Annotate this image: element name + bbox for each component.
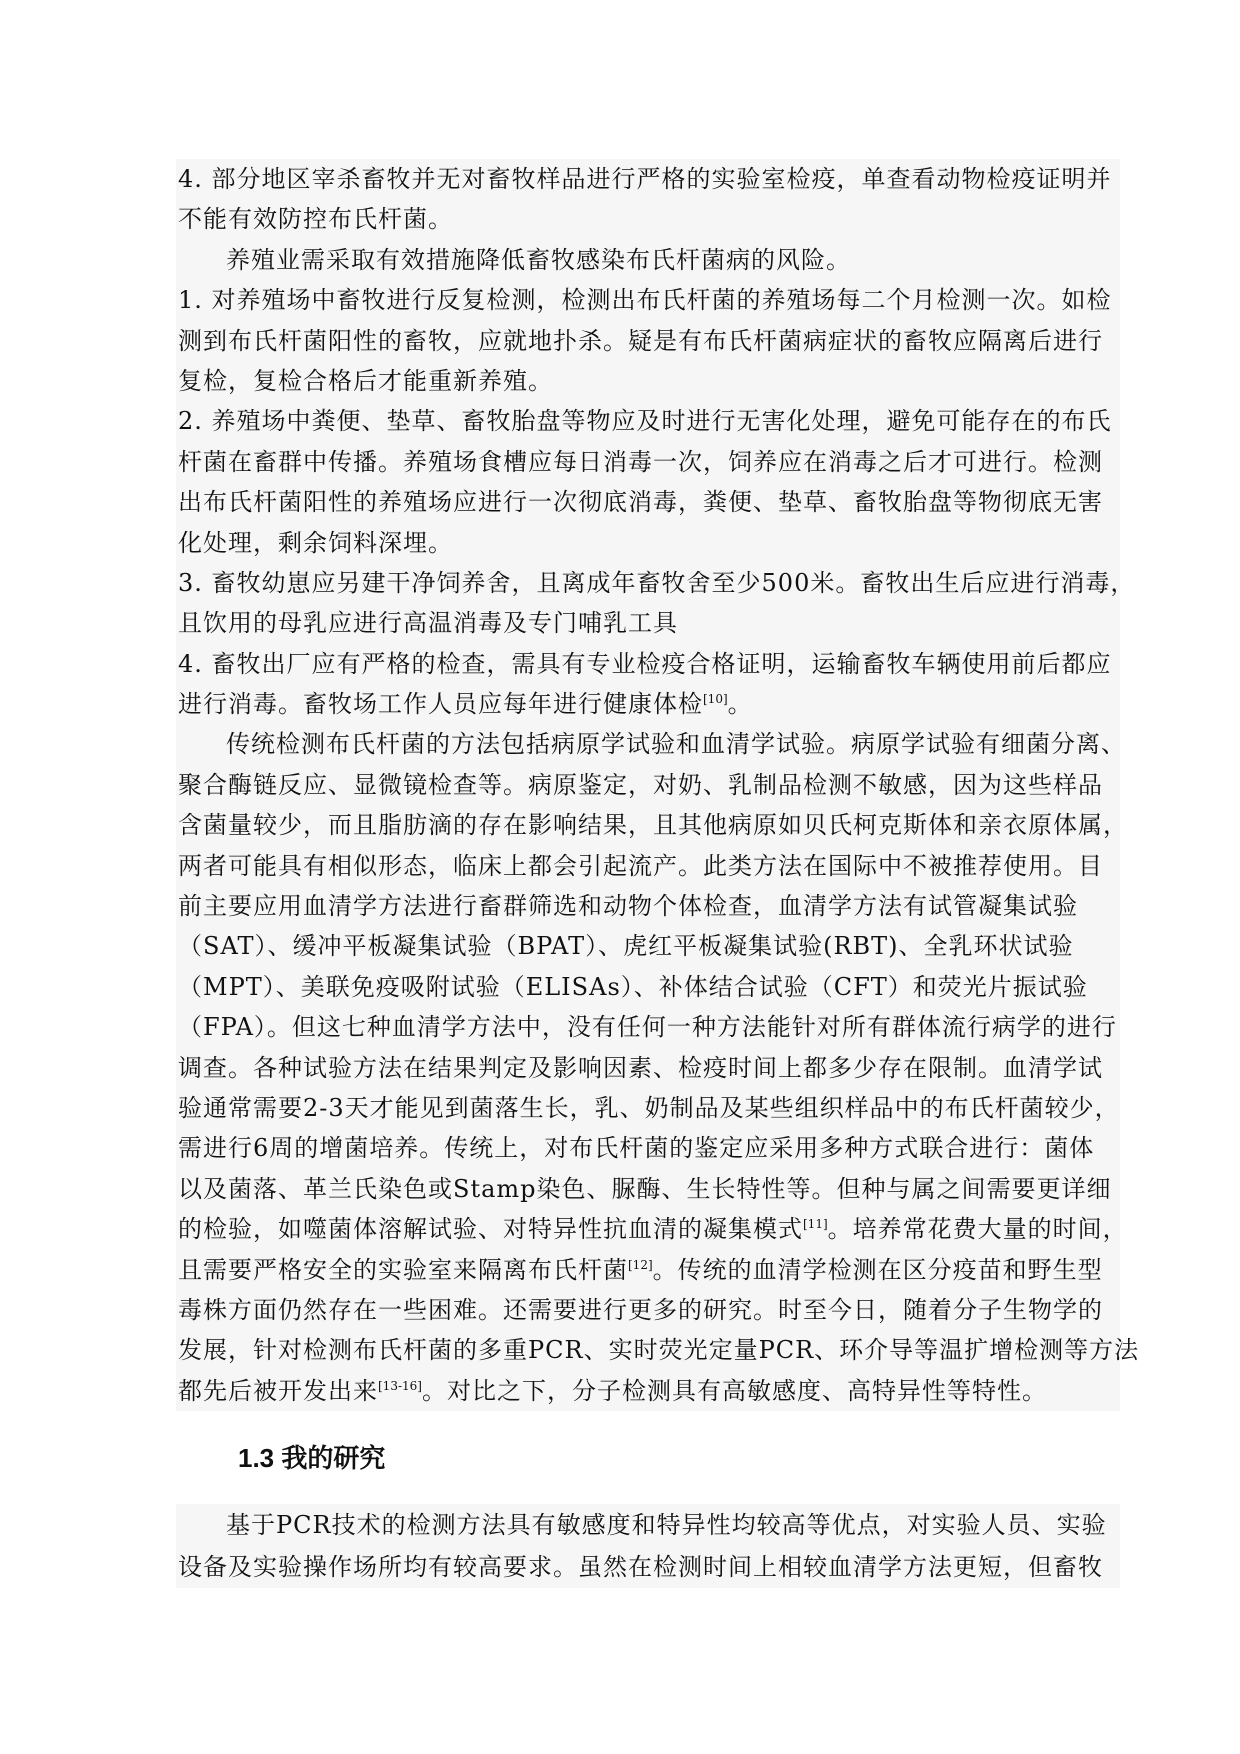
- line-text: 的检验，如噬菌体溶解试验、对特异性抗血清的凝集模式: [178, 1215, 803, 1244]
- text-line: [176, 401, 1120, 441]
- text-line: [176, 1250, 1120, 1290]
- citation-superscript[interactable]: [13-16]: [378, 1378, 422, 1393]
- text-line: [176, 199, 1120, 239]
- text-line: [176, 1330, 1140, 1370]
- line-text: 基于PCR技术的检测方法具有敏感度和特异性均较高等优点，对实验人员、实验: [226, 1511, 1107, 1539]
- text-line: [176, 1007, 1120, 1047]
- text-line: [176, 280, 1120, 320]
- text-line: [176, 805, 1128, 845]
- citation-superscript[interactable]: [11]: [803, 1217, 828, 1232]
- text-line: [176, 886, 1120, 926]
- text-line: [176, 563, 1136, 603]
- text-line: [176, 523, 1120, 563]
- text-line: [176, 967, 1120, 1007]
- line-text-continued: 。: [727, 690, 753, 719]
- line-text: 复检，复检合格后才能重新养殖。: [178, 366, 553, 395]
- line-text: 且饮用的母乳应进行高温消毒及专门哺乳工具: [178, 609, 678, 638]
- citation-superscript[interactable]: [10]: [703, 692, 728, 707]
- line-text-continued: 。培养常花费大量的时间，: [827, 1215, 1128, 1244]
- line-text-continued: 。对比之下，分子检测具有高敏感度、高特异性等特性。: [421, 1376, 1047, 1405]
- text-line: [176, 1209, 1128, 1249]
- line-text: 不能有效防控布氏杆菌。: [178, 205, 453, 234]
- line-text: 3. 畜牧幼崽应另建干净饲养舍，且离成年畜牧舍至少500米。畜牧出生后应进行消毒，: [178, 568, 1136, 597]
- line-text: 发展，针对检测布氏杆菌的多重PCR、实时荧光定量PCR、环介导等温扩增检测等方法: [178, 1336, 1140, 1365]
- line-text: 养殖业需采取有效措施降低畜牧感染布氏杆菌病的风险。: [226, 245, 851, 274]
- text-line: [176, 603, 1120, 643]
- line-text: （SAT）、缓冲平板凝集试验（BPAT）、虎红平板凝集试验(RBT)、全乳环状试验: [178, 932, 1074, 961]
- line-text: 4. 畜牧出厂应有严格的检查，需具有专业检疫合格证明，运输畜牧车辆使用前后都应: [178, 649, 1112, 678]
- line-text: 杆菌在畜群中传播。养殖场食槽应每日消毒一次，饲养应在消毒之后才可进行。检测: [178, 447, 1103, 476]
- body-text-block: [176, 159, 1140, 1411]
- line-text: 4. 部分地区宰杀畜牧并无对畜牧样品进行严格的实验室检疫，单查看动物检疫证明并: [178, 165, 1112, 193]
- text-line: [176, 926, 1120, 966]
- text-line: [176, 684, 1120, 724]
- section-heading: 1.3 我的研究: [238, 1443, 386, 1473]
- line-text: 毒株方面仍然存在一些困难。还需要进行更多的研究。时至今日，随着分子生物学的: [178, 1295, 1103, 1324]
- line-text-continued: 。传统的血清学检测在区分疫苗和野生型: [652, 1255, 1103, 1284]
- line-text: 2. 养殖场中粪便、垫草、畜牧胎盘等物应及时进行无害化处理，避免可能存在的布氏: [178, 407, 1112, 436]
- line-text: 需进行6周的增菌培养。传统上，对布氏杆菌的鉴定应采用多种方式联合进行：菌体: [178, 1134, 1095, 1163]
- line-text: 以及菌落、革兰氏染色或Stamp染色、脲酶、生长特性等。但种与属之间需要更详细: [178, 1174, 1112, 1203]
- citation-superscript[interactable]: [12]: [628, 1257, 653, 1272]
- line-text: （MPT）、美联免疫吸附试验（ELISAs）、补体结合试验（CFT）和荧光片振试验: [178, 972, 1088, 1001]
- text-line: [176, 1546, 1120, 1588]
- text-line: [176, 321, 1120, 361]
- text-line: [176, 765, 1120, 805]
- text-line: [176, 846, 1120, 886]
- text-line: [176, 240, 1120, 280]
- line-text: 前主要应用血清学方法进行畜群筛选和动物个体检查，血清学方法有试管凝集试验: [178, 892, 1078, 921]
- text-line: [176, 1371, 1120, 1411]
- line-text: 含菌量较少，而且脂肪滴的存在影响结果，且其他病原如贝氏柯克斯体和亲衣原体属，: [178, 811, 1128, 840]
- text-line: [176, 1128, 1120, 1168]
- text-line: [176, 1048, 1120, 1088]
- line-text: 设备及实验操作场所均有较高要求。虽然在检测时间上相较血清学方法更短，但畜牧: [178, 1553, 1103, 1581]
- line-text: 都先后被开发出来: [178, 1376, 378, 1405]
- line-text: 传统检测布氏杆菌的方法包括病原学试验和血清学试验。病原学试验有细菌分离、: [226, 730, 1126, 759]
- line-text: 出布氏杆菌阳性的养殖场应进行一次彻底消毒，粪便、垫草、畜牧胎盘等物彻底无害: [178, 488, 1103, 517]
- line-text: 进行消毒。畜牧场工作人员应每年进行健康体检: [178, 690, 703, 719]
- text-line: [176, 724, 1126, 764]
- text-line: [176, 644, 1120, 684]
- text-line: [176, 1290, 1120, 1330]
- line-text: 且需要严格安全的实验室来隔离布氏杆菌: [178, 1255, 628, 1284]
- line-text: 聚合酶链反应、显微镜检查等。病原鉴定，对奶、乳制品检测不敏感，因为这些样品: [178, 770, 1103, 799]
- text-line: [176, 1504, 1120, 1546]
- text-line: [176, 1169, 1120, 1209]
- line-text: 两者可能具有相似形态，临床上都会引起流产。此类方法在国际中不被推荐使用。目: [178, 851, 1103, 880]
- text-line: [176, 482, 1120, 522]
- line-text: 测到布氏杆菌阳性的畜牧，应就地扑杀。疑是有布氏杆菌病症状的畜牧应隔离后进行: [178, 326, 1103, 355]
- line-text: 化处理，剩余饲料深埋。: [178, 528, 453, 557]
- text-line: [176, 442, 1120, 482]
- text-line: [176, 1088, 1120, 1128]
- line-text: （FPA）。但这七种血清学方法中，没有任何一种方法能针对所有群体流行病学的进行: [178, 1013, 1117, 1042]
- line-text: 调查。各种试验方法在结果判定及影响因素、检疫时间上都多少存在限制。血清学试: [178, 1053, 1103, 1082]
- text-line: [176, 361, 1120, 401]
- line-text: 验通常需要2-3天才能见到菌落生长，乳、奶制品及某些组织样品中的布氏杆菌较少，: [178, 1093, 1120, 1122]
- text-line: [176, 159, 1120, 199]
- line-text: 1. 对养殖场中畜牧进行反复检测，检测出布氏杆菌的养殖场每二个月检测一次。如检: [178, 286, 1112, 315]
- section-body-text-block: [176, 1504, 1120, 1588]
